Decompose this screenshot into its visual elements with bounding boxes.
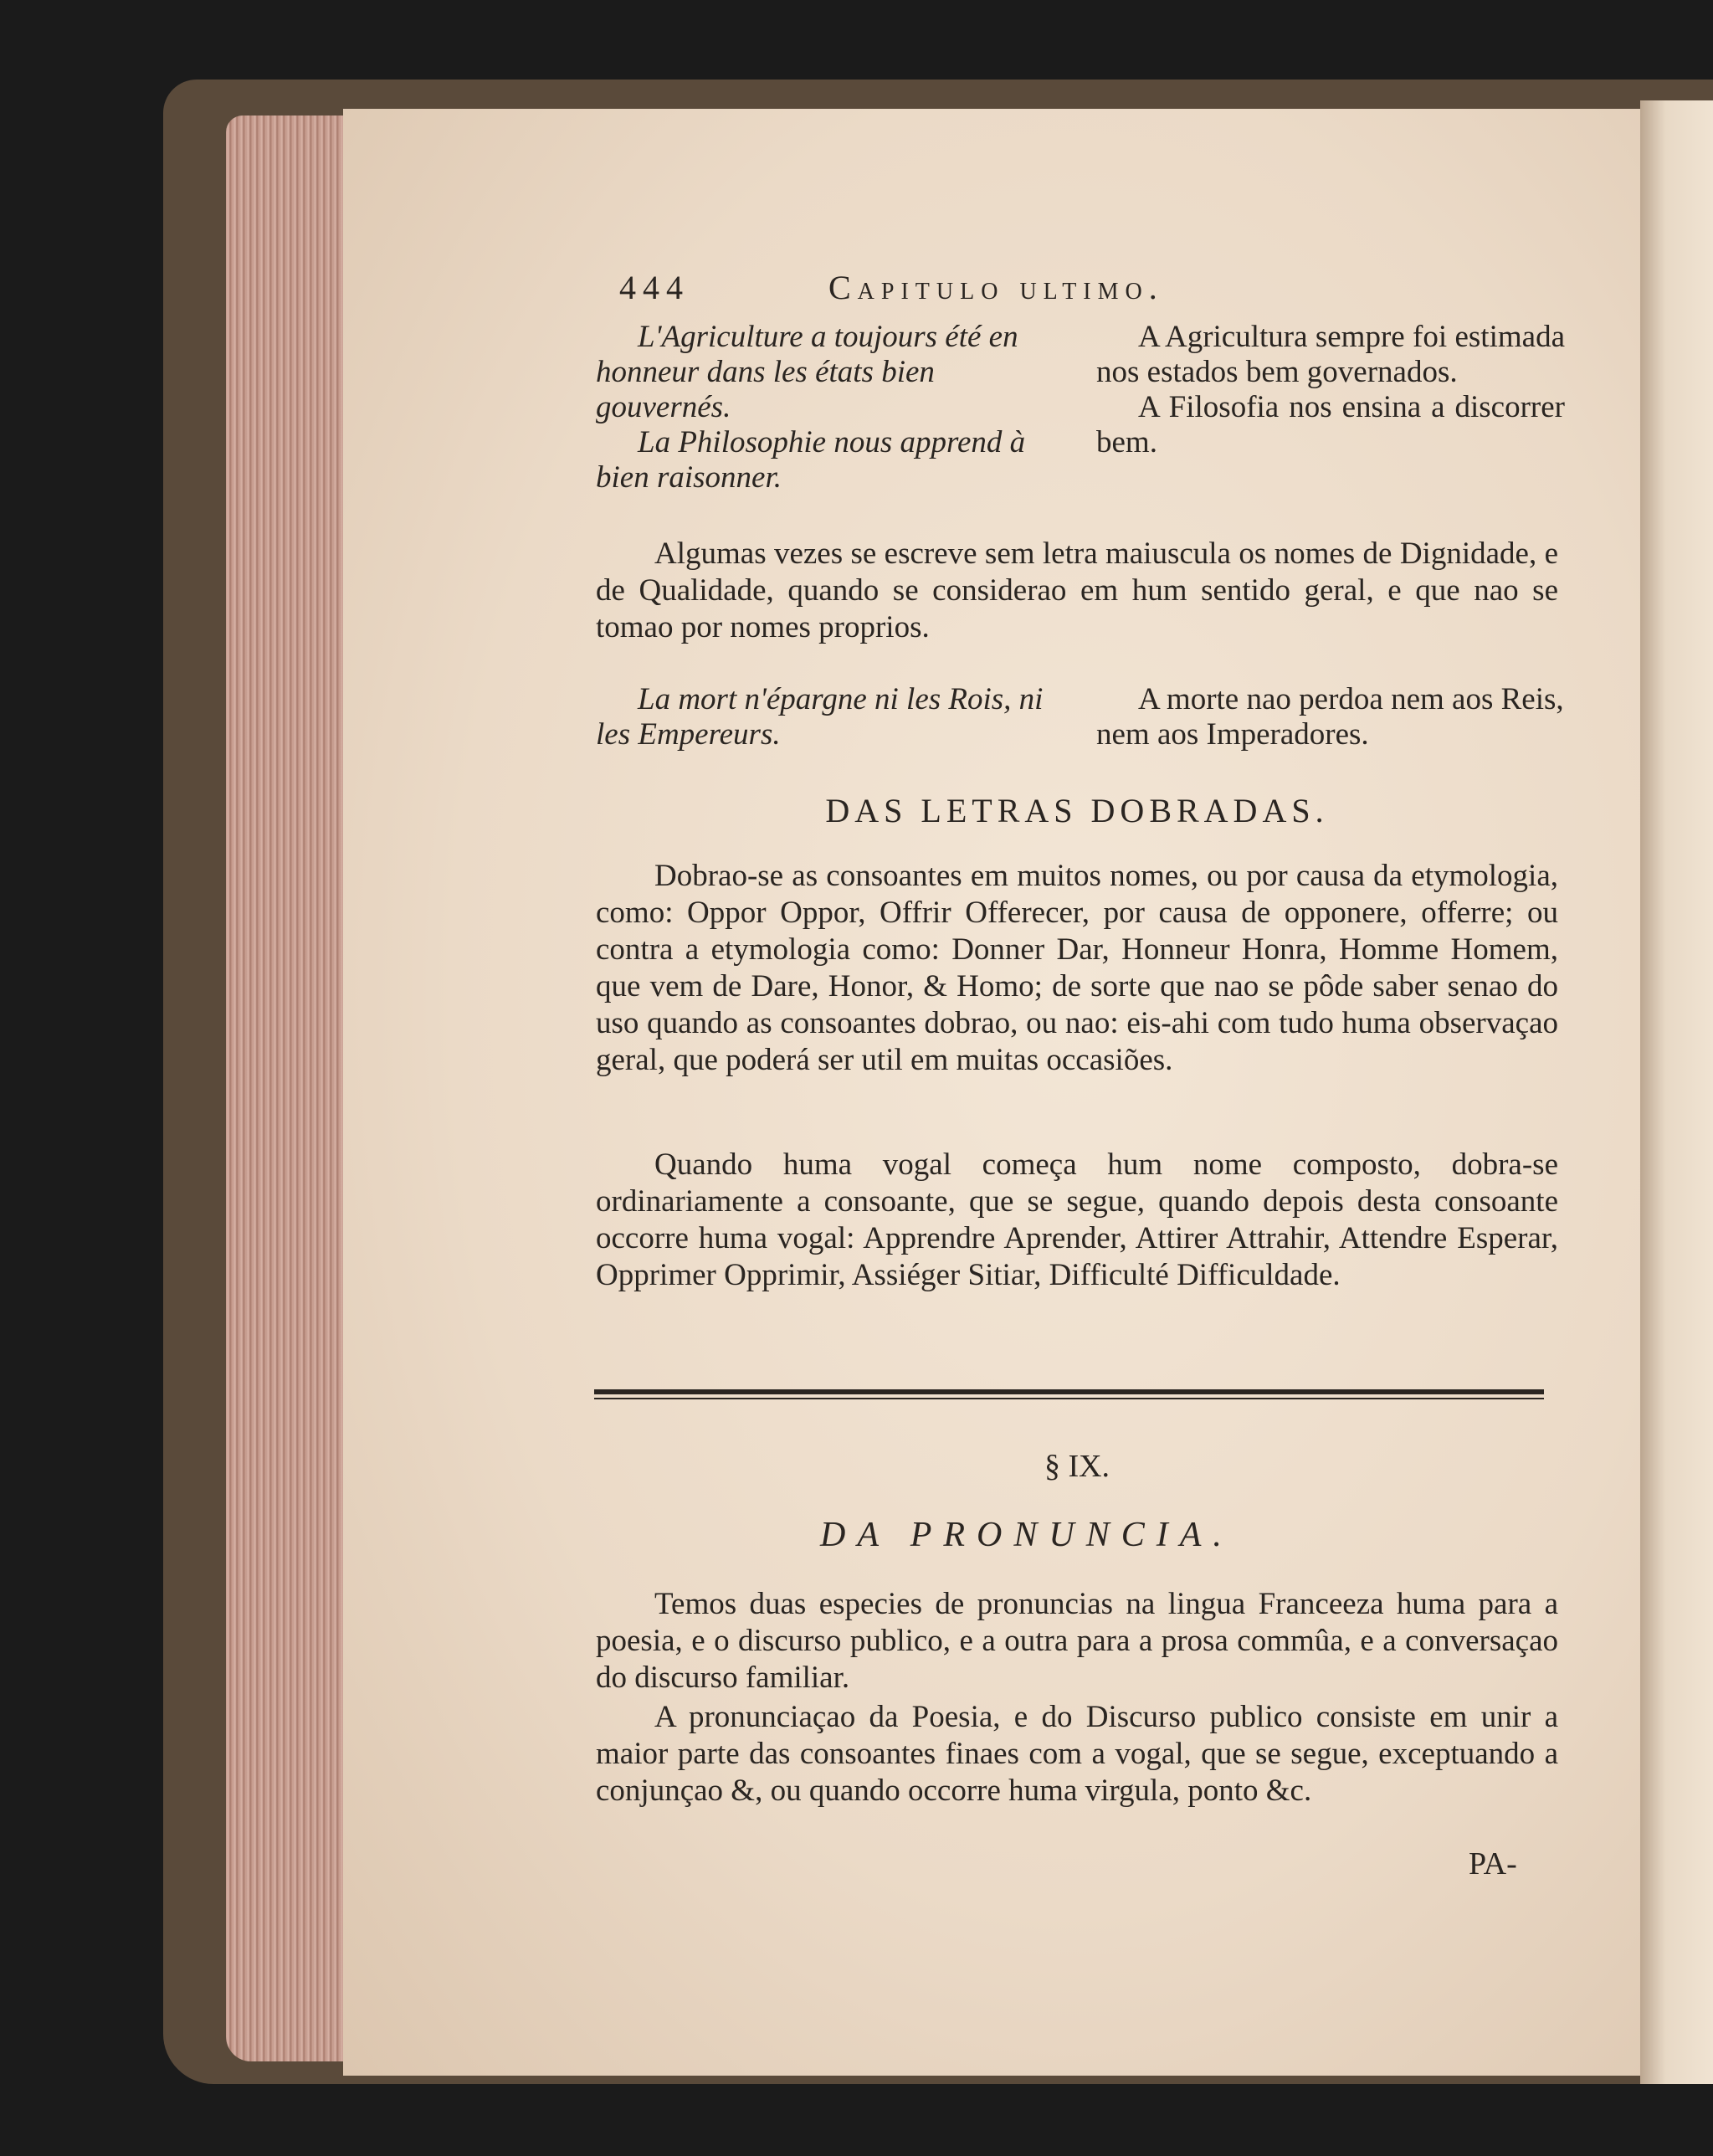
page-edges [226, 116, 351, 2061]
french-example-1: L'Agriculture a toujours été en honneur dans les états bien gouvernés. [596, 320, 1018, 424]
french-examples [596, 320, 1064, 495]
running-title: Capitulo ultimo. [828, 269, 1164, 306]
paragraph-poesia [596, 1699, 1558, 1810]
paragraph-text: Quando huma vogal começa hum nome composto, dobra-se ordinariamente a consoante, que se segue, quando depois desta consoante occorre huma vogal: Apprendre Aprender, Attirer Attrahir, Attendre Esperar, Opprimer Opprimir, Assiéger Sitiar, Difficulté Difficuldade. [596, 1147, 1558, 1292]
heading-letras-dobradas: DAS LETRAS DOBRADAS. [825, 792, 1329, 829]
french-example-3 [596, 682, 1064, 752]
facing-page-edge [1640, 100, 1713, 2084]
catchword: PA- [1469, 1846, 1517, 1881]
french-example-2: La Philosophie nous apprend à bien raisonner. [596, 425, 1026, 495]
portuguese-example-text: A morte nao perdoa nem aos Reis, nem aos Imperadores. [1096, 682, 1564, 752]
portuguese-example-2: A Filosofia nos ensina a discorrer bem. [1096, 390, 1565, 459]
portuguese-example-1: A Agricultura sempre foi estimada nos estados bem governados. [1096, 320, 1565, 389]
paragraph-vogal [596, 1147, 1558, 1294]
section-number: § IX. [1044, 1449, 1110, 1484]
section-rule [594, 1389, 1544, 1399]
heading-pronuncia: DA PRONUNCIA. [820, 1516, 1233, 1554]
paragraph-especies [596, 1586, 1558, 1697]
portuguese-examples [1096, 320, 1565, 460]
paragraph-text: Dobrao-se as consoantes em muitos nomes, ou por causa da etymologia, como: Oppor Oppor, Offrir Offerecer, por causa de opponere, offerre; ou contra a etymologia como: Donner Dar, Honneur Honra, Homme Homem, que vem de Dare, Honor, & Homo; de sorte que nao se pôde saber senao do uso quando as consoantes dobrao, ou nao: eis-ahi com tudo huma observaçao geral, que poderá ser util em muitas occasiões. [596, 859, 1558, 1077]
paragraph-dobradas [596, 858, 1558, 1079]
paragraph-text: Algumas vezes se escreve sem letra maiuscula os nomes de Dignidade, e de Qualidade, quando se considerao em hum sentido geral, e que nao se tomao por nomes proprios. [596, 536, 1558, 644]
paragraph-capitals [596, 536, 1558, 646]
page-number: 444 [619, 269, 690, 306]
french-example-text: La mort n'épargne ni les Rois, ni les Empereurs. [596, 682, 1044, 752]
portuguese-example-3 [1096, 682, 1565, 752]
paragraph-text: Temos duas especies de pronuncias na lingua Franceeza huma para a poesia, e o discurso publico, e a outra para a prosa commûa, e a conversaçao do discurso familiar. [596, 1587, 1558, 1695]
paragraph-text: A pronunciaçao da Poesia, e do Discurso publico consiste em unir a maior parte das consoantes finaes com a vogal, que se segue, exceptuando a conjunçao &, ou quando occorre huma virgula, ponto &c. [596, 1700, 1558, 1808]
